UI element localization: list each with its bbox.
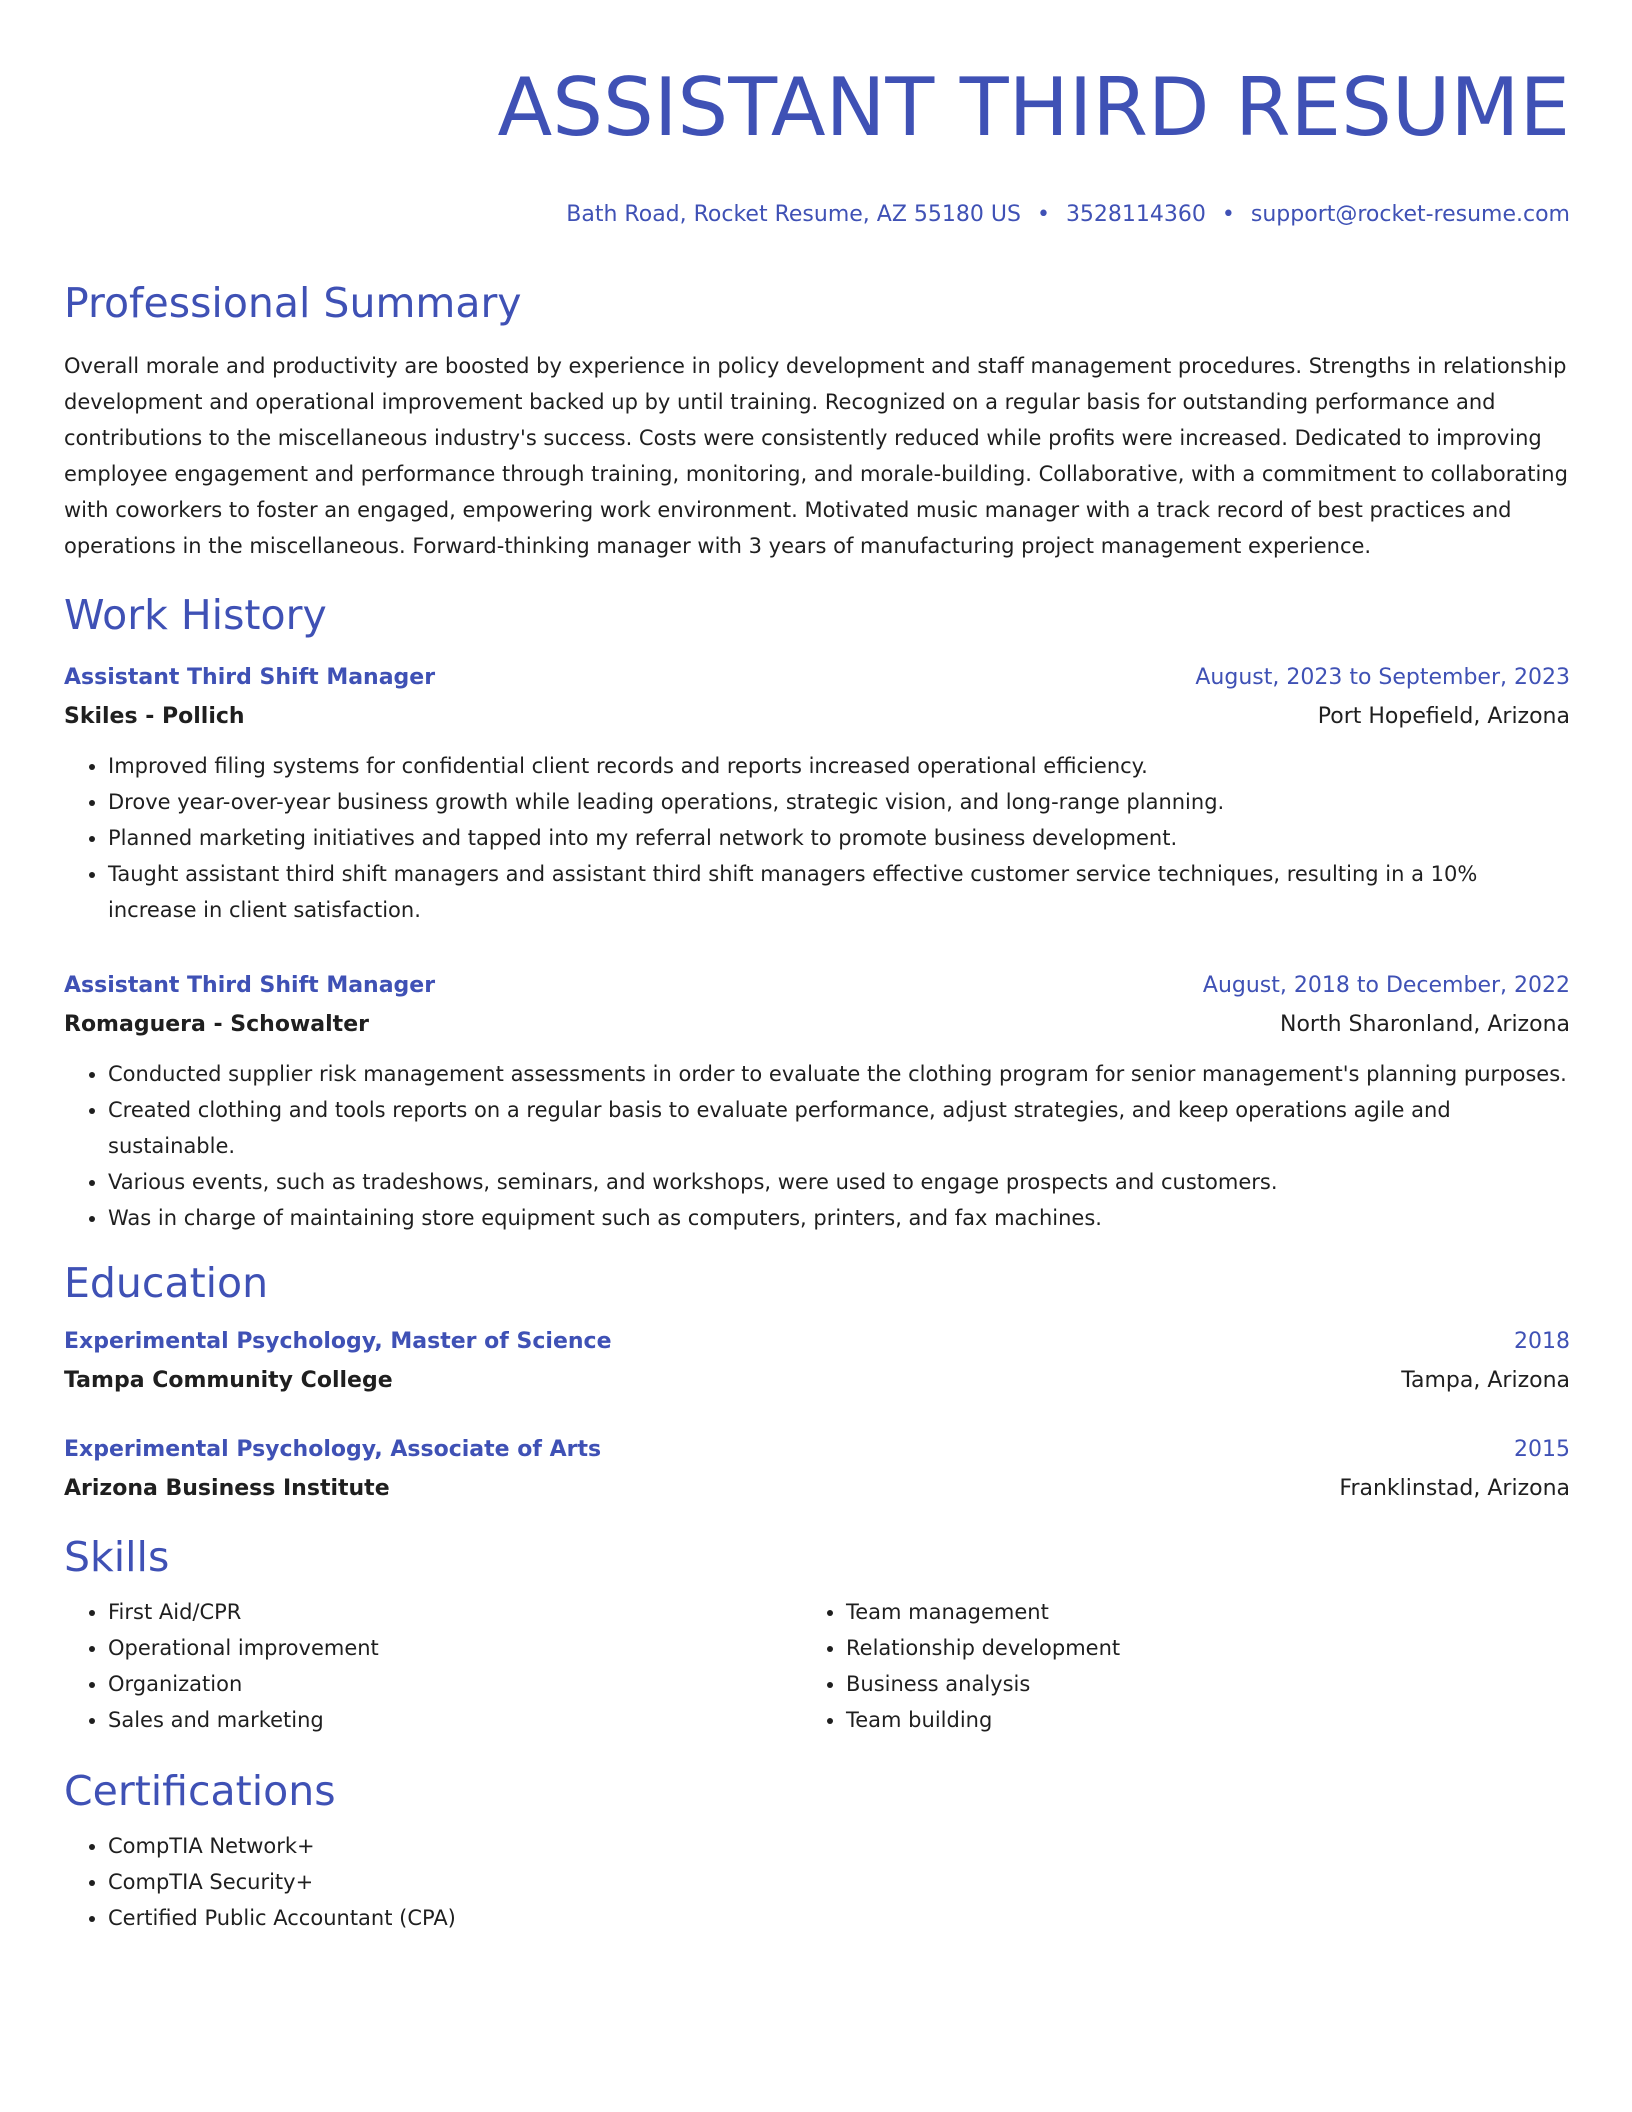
job-bullets bbox=[64, 748, 1570, 928]
job-location: Port Hopefield, Arizona bbox=[1317, 704, 1570, 729]
skill-item: • Business analysis bbox=[846, 1666, 1540, 1702]
skill-item: • Team building bbox=[846, 1702, 1540, 1738]
job-company: Skiles - Pollich bbox=[64, 704, 245, 729]
skills-column-left bbox=[64, 1594, 802, 1738]
education-school: Arizona Business Institute bbox=[64, 1476, 390, 1501]
job-bullet: • Created clothing and tools reports on a regular basis to evaluate performance, adjust strategies, and keep operations agile and sustainable. bbox=[108, 1092, 1570, 1164]
skills-column-right bbox=[802, 1594, 1540, 1738]
job-location: North Sharonland, Arizona bbox=[1279, 1012, 1570, 1037]
job-bullet: • Planned marketing initiatives and tapped into my referral network to promote business development. bbox=[108, 820, 1570, 856]
resume-name: ASSISTANT THIRD RESUME bbox=[497, 61, 1570, 154]
certification-item: • CompTIA Network+ bbox=[108, 1828, 1570, 1864]
job-bullet: • Drove year-over-year business growth while leading operations, strategic vision, and long-range planning. bbox=[108, 784, 1570, 820]
job-header-row bbox=[64, 966, 1570, 1006]
contact-line bbox=[64, 200, 1570, 230]
certification-item: • CompTIA Security+ bbox=[108, 1864, 1570, 1900]
job-dates: August, 2023 to September, 2023 bbox=[1195, 665, 1570, 690]
work-history-heading: Work History bbox=[64, 591, 327, 639]
education-header-row bbox=[64, 1430, 1570, 1470]
education-degree: Experimental Psychology, Associate of Arts bbox=[64, 1437, 602, 1462]
education-school-row bbox=[64, 1362, 1570, 1400]
job-bullet: • Improved filing systems for confidential client records and reports increased operational efficiency. bbox=[108, 748, 1570, 784]
job-entry bbox=[64, 658, 1570, 928]
education-school-row bbox=[64, 1470, 1570, 1508]
skills-grid bbox=[64, 1594, 1570, 1738]
skill-item: • Organization bbox=[108, 1666, 802, 1702]
skill-item: • Relationship development bbox=[846, 1630, 1540, 1666]
education-school: Tampa Community College bbox=[64, 1368, 393, 1393]
job-header-row bbox=[64, 658, 1570, 698]
education-year: 2018 bbox=[1514, 1329, 1570, 1354]
education-year: 2015 bbox=[1514, 1437, 1570, 1462]
job-bullet: • Taught assistant third shift managers and assistant third shift managers effective customer service techniques, resulting in a 10% increase in client satisfaction. bbox=[108, 856, 1570, 928]
job-bullets bbox=[64, 1056, 1570, 1236]
education-entry bbox=[64, 1322, 1570, 1400]
job-bullet: • Various events, such as tradeshows, seminars, and workshops, were used to engage prospects and customers. bbox=[108, 1164, 1570, 1200]
job-company: Romaguera - Schowalter bbox=[64, 1012, 369, 1037]
summary-text: Overall morale and productivity are boosted by experience in policy development and staff management procedures. Strengths in relationship development and operational improvement backed up by until training. Recognized on a regular basis for outstanding performance and contributions to the miscellaneous industry's success. Costs were consistently reduced while profits were increased. Dedicated to improving employee engagement and performance through training, monitoring, and morale-building. Collaborative, with a commitment to collaborating with coworkers to foster an engaged, empowering work environment. Motivated music manager with a track record of best practices and operations in the miscellaneous. Forward-thinking manager with 3 years of manufacturing project management experience. bbox=[64, 354, 1568, 558]
education-heading: Education bbox=[64, 1259, 269, 1307]
job-entry bbox=[64, 966, 1570, 1236]
skill-item: • First Aid/CPR bbox=[108, 1594, 802, 1630]
skills-heading: Skills bbox=[64, 1533, 170, 1581]
contact-separator: • bbox=[1036, 202, 1050, 227]
certifications-list bbox=[64, 1828, 1570, 1936]
resume-header bbox=[64, 60, 1570, 230]
education-header-row bbox=[64, 1322, 1570, 1362]
education-degree: Experimental Psychology, Master of Science bbox=[64, 1329, 612, 1354]
education-location: Tampa, Arizona bbox=[1401, 1368, 1570, 1393]
job-dates: August, 2018 to December, 2022 bbox=[1202, 973, 1570, 998]
certification-item: • Certified Public Accountant (CPA) bbox=[108, 1900, 1570, 1936]
job-role: Assistant Third Shift Manager bbox=[64, 973, 436, 998]
job-bullet: • Conducted supplier risk management assessments in order to evaluate the clothing program for senior management's planning purposes. bbox=[108, 1056, 1570, 1092]
skill-item: • Team management bbox=[846, 1594, 1540, 1630]
contact-address: Bath Road, Rocket Resume, AZ 55180 US bbox=[566, 202, 1021, 227]
contact-email: support@rocket-resume.com bbox=[1250, 202, 1570, 227]
certifications-heading: Certifications bbox=[64, 1767, 336, 1815]
skill-item: • Sales and marketing bbox=[108, 1702, 802, 1738]
job-bullet: • Was in charge of maintaining store equipment such as computers, printers, and fax machines. bbox=[108, 1200, 1570, 1236]
contact-separator: • bbox=[1221, 202, 1235, 227]
job-company-row bbox=[64, 698, 1570, 736]
job-company-row bbox=[64, 1006, 1570, 1044]
job-role: Assistant Third Shift Manager bbox=[64, 665, 436, 690]
skill-item: • Operational improvement bbox=[108, 1630, 802, 1666]
education-entry bbox=[64, 1430, 1570, 1508]
contact-phone: 3528114360 bbox=[1065, 202, 1206, 227]
education-location: Franklinstad, Arizona bbox=[1339, 1476, 1570, 1501]
summary-heading: Professional Summary bbox=[64, 279, 522, 327]
